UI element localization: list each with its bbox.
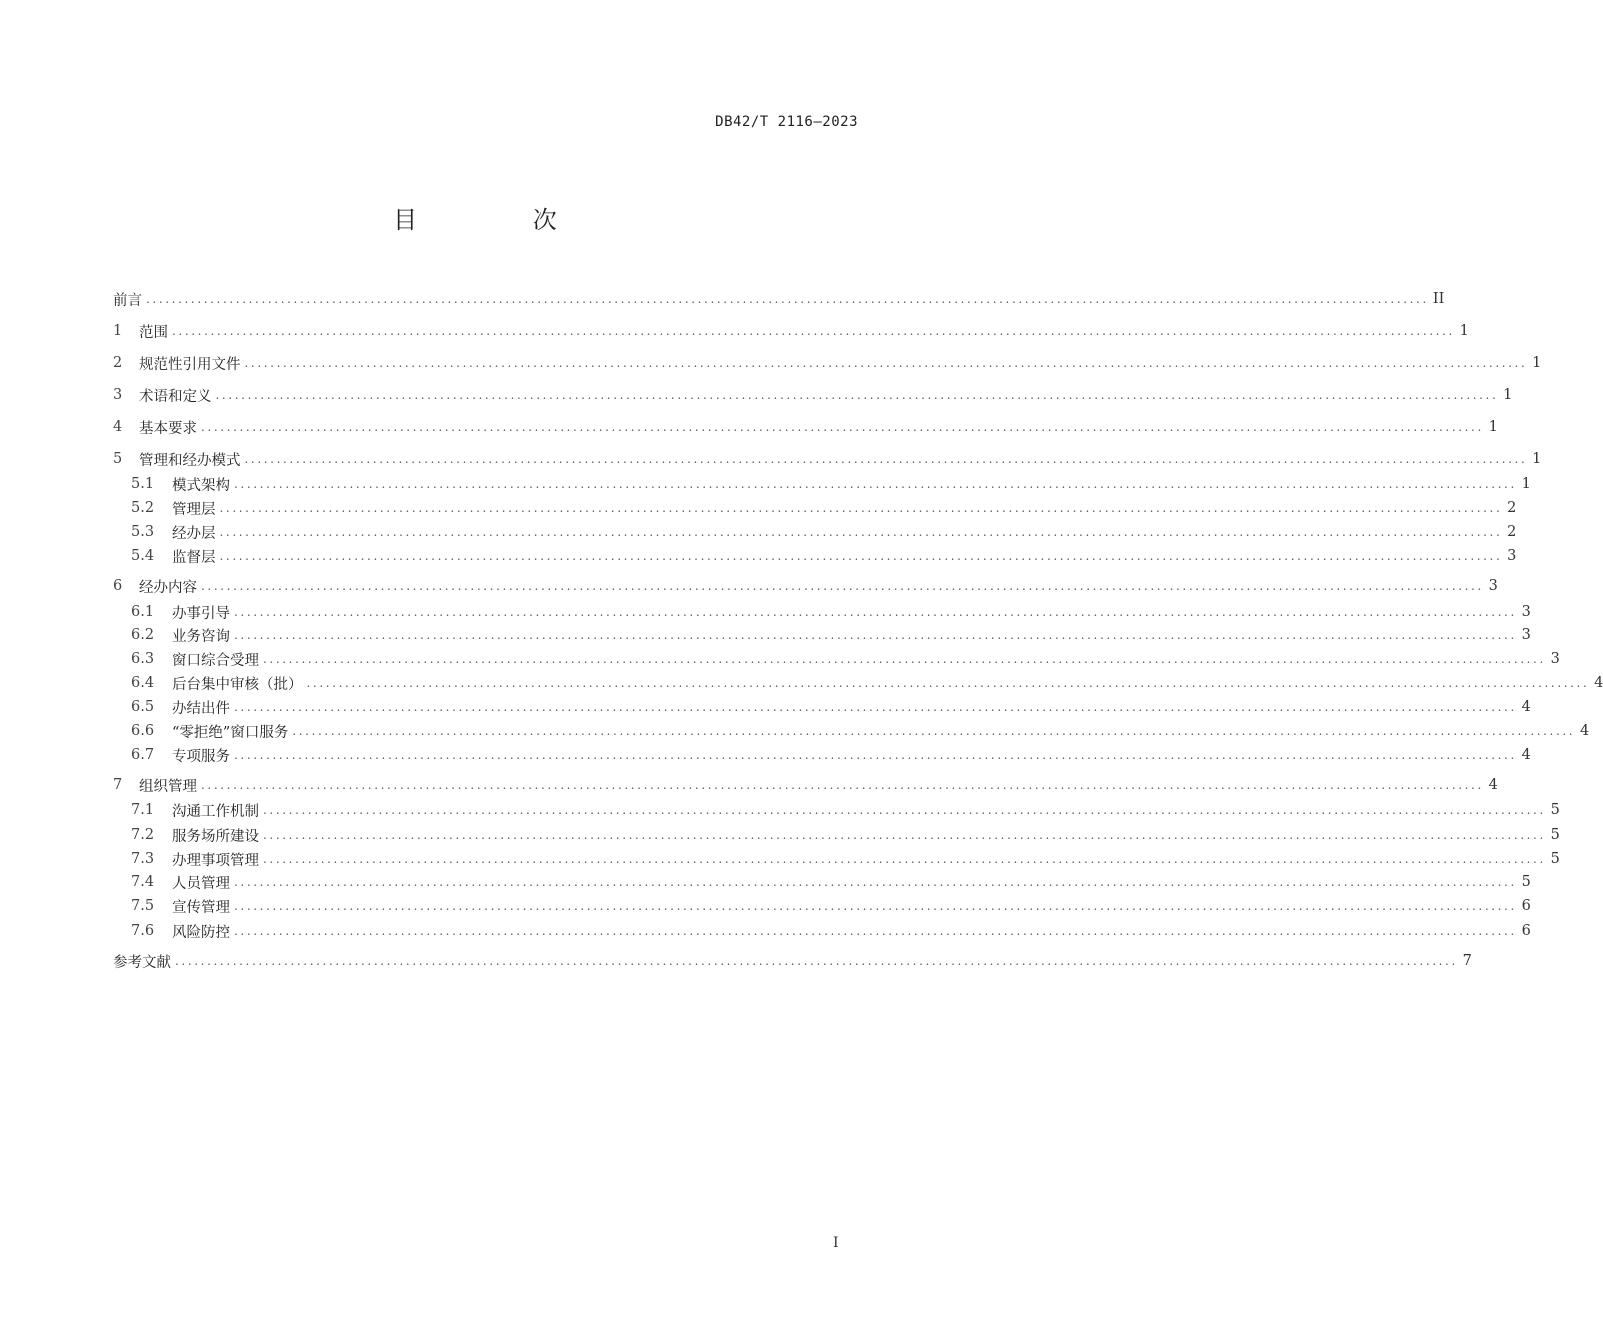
footer-page-number: I bbox=[833, 1235, 839, 1251]
toc-entry-title: 经办层 bbox=[172, 525, 216, 542]
dot-leader: ........................................................................................................................................................................................................ bbox=[263, 803, 1546, 817]
toc-entry-title: 专项服务 bbox=[172, 748, 230, 765]
dot-leader: ........................................................................................................................................................................................................ bbox=[219, 549, 1503, 563]
toc-entry[interactable] bbox=[113, 472, 1531, 496]
toc-entry-number: 5.1 bbox=[131, 476, 155, 492]
toc-entry-page: 5 bbox=[1521, 874, 1531, 890]
toc-entry[interactable] bbox=[113, 447, 1542, 471]
dot-leader: ........................................................................................................................................................................................................ bbox=[234, 875, 1517, 889]
toc-entry-page: 4 bbox=[1488, 777, 1498, 793]
toc-entry-page: 1 bbox=[1532, 355, 1542, 371]
toc-entry[interactable] bbox=[113, 383, 1513, 407]
dot-leader: ........................................................................................................................................................................................................ bbox=[263, 652, 1546, 666]
toc-entry-title: 服务场所建设 bbox=[172, 828, 259, 845]
toc-entry[interactable] bbox=[113, 870, 1531, 894]
dot-leader: ........................................................................................................................................................................................................ bbox=[234, 628, 1517, 642]
toc-entry[interactable] bbox=[113, 544, 1517, 568]
toc-entry-title: 术语和定义 bbox=[139, 388, 212, 405]
toc-entry-page: 6 bbox=[1521, 898, 1531, 914]
document-id: DB42/T 2116—2023 bbox=[715, 114, 858, 130]
toc-entry[interactable] bbox=[113, 496, 1517, 520]
dot-leader: ........................................................................................................................................................................................................ bbox=[234, 477, 1517, 491]
toc-entry-title: 办结出件 bbox=[172, 700, 230, 717]
toc-entry[interactable] bbox=[113, 894, 1531, 918]
toc-entry-page: 4 bbox=[1579, 723, 1590, 739]
toc-entry-page: 1 bbox=[1459, 323, 1469, 339]
toc-entry[interactable] bbox=[113, 623, 1531, 647]
toc-entry-number: 7.3 bbox=[131, 851, 155, 867]
toc-entry-number: 4 bbox=[113, 419, 123, 435]
dot-leader: ........................................................................................................................................................................................................ bbox=[234, 700, 1517, 714]
toc-entry[interactable] bbox=[113, 415, 1498, 439]
toc-entry[interactable] bbox=[113, 798, 1560, 822]
toc-entry[interactable] bbox=[113, 743, 1531, 767]
toc-entry-number: 7.5 bbox=[131, 898, 155, 914]
toc-entry-number: 7 bbox=[113, 777, 123, 793]
toc-entry-title: 规范性引用文件 bbox=[139, 356, 241, 373]
toc-entry-number: 5 bbox=[113, 451, 123, 467]
dot-leader: ........................................................................................................................................................................................................ bbox=[215, 388, 1499, 402]
toc-entry-title: 监督层 bbox=[172, 549, 216, 566]
toc-entry-title: 宣传管理 bbox=[172, 899, 230, 916]
toc-entry-number: 6.3 bbox=[131, 651, 155, 667]
dot-leader: ........................................................................................................................................................................................................ bbox=[201, 778, 1484, 792]
toc-entry-number: 7.4 bbox=[131, 874, 155, 890]
dot-leader: ........................................................................................................................................................................................................ bbox=[234, 605, 1517, 619]
dot-leader: ........................................................................................................................................................................................................ bbox=[234, 748, 1517, 762]
toc-entry-number: 6.5 bbox=[131, 699, 155, 715]
toc-entry[interactable] bbox=[113, 823, 1560, 847]
dot-leader: ........................................................................................................................................................................................................ bbox=[172, 324, 1455, 338]
toc-entry-page: 4 bbox=[1521, 699, 1531, 715]
toc-entry-title: 窗口综合受理 bbox=[172, 652, 259, 669]
toc-entry-title: 组织管理 bbox=[139, 778, 197, 795]
toc-entry-title: 经办内容 bbox=[139, 579, 197, 596]
toc-entry-page: 5 bbox=[1550, 827, 1560, 843]
toc-entry-page: 7 bbox=[1462, 953, 1472, 969]
toc-entry[interactable] bbox=[113, 719, 1590, 743]
dot-leader: ........................................................................................................................................................................................................ bbox=[292, 724, 1576, 738]
toc-entry-page: 5 bbox=[1550, 802, 1560, 818]
toc-entry[interactable] bbox=[113, 287, 1445, 311]
toc-entry[interactable] bbox=[113, 949, 1472, 973]
toc-entry-title: 管理和经办模式 bbox=[139, 452, 241, 469]
toc-entry[interactable] bbox=[113, 773, 1498, 797]
toc-entry-title: 范围 bbox=[139, 324, 168, 341]
toc-entry-page: 6 bbox=[1521, 923, 1531, 939]
toc-entry[interactable] bbox=[113, 319, 1469, 343]
toc-entry-page: II bbox=[1432, 291, 1445, 307]
toc-entry-title: “零拒绝”窗口服务 bbox=[172, 724, 289, 741]
dot-leader: ........................................................................................................................................................................................................ bbox=[201, 420, 1484, 434]
toc-entry[interactable] bbox=[113, 671, 1603, 695]
toc-entry-title: 办事引导 bbox=[172, 605, 230, 622]
toc-entry[interactable] bbox=[113, 351, 1542, 375]
toc-entry[interactable] bbox=[113, 574, 1498, 598]
dot-leader: ........................................................................................................................................................................................................ bbox=[219, 501, 1503, 515]
toc-entry[interactable] bbox=[113, 919, 1531, 943]
dot-leader: ........................................................................................................................................................................................................ bbox=[146, 292, 1429, 306]
toc-entry-title: 沟通工作机制 bbox=[172, 803, 259, 820]
toc-entry-title: 后台集中审核（批） bbox=[172, 676, 303, 693]
toc-entry-number: 5.4 bbox=[131, 548, 155, 564]
toc-entry-title: 参考文献 bbox=[113, 954, 171, 971]
page-title: 目 次 bbox=[393, 206, 611, 234]
toc-entry-page: 5 bbox=[1550, 851, 1560, 867]
toc-entry-page: 2 bbox=[1507, 500, 1517, 516]
dot-leader: ........................................................................................................................................................................................................ bbox=[175, 954, 1458, 968]
toc-entry[interactable] bbox=[113, 695, 1531, 719]
toc-entry-number: 6.2 bbox=[131, 627, 155, 643]
dot-leader: ........................................................................................................................................................................................................ bbox=[306, 676, 1590, 690]
toc-entry-number: 7.2 bbox=[131, 827, 155, 843]
toc-entry-page: 3 bbox=[1521, 627, 1531, 643]
dot-leader: ........................................................................................................................................................................................................ bbox=[263, 828, 1546, 842]
toc-entry-page: 3 bbox=[1488, 578, 1498, 594]
dot-leader: ........................................................................................................................................................................................................ bbox=[219, 525, 1503, 539]
toc-entry-page: 3 bbox=[1507, 548, 1517, 564]
toc-entry-number: 6.4 bbox=[131, 675, 155, 691]
toc-entry-title: 业务咨询 bbox=[172, 628, 230, 645]
toc-entry-title: 前言 bbox=[113, 292, 142, 309]
toc-entry[interactable] bbox=[113, 600, 1531, 624]
toc-entry-title: 模式架构 bbox=[172, 477, 230, 494]
toc-entry-number: 6.7 bbox=[131, 747, 155, 763]
toc-entry[interactable] bbox=[113, 847, 1560, 871]
toc-entry-number: 6.6 bbox=[131, 723, 155, 739]
toc-entry-page: 3 bbox=[1550, 651, 1560, 667]
toc-entry-number: 6 bbox=[113, 578, 123, 594]
toc-entry-page: 4 bbox=[1521, 747, 1531, 763]
toc-entry-number: 7.1 bbox=[131, 802, 155, 818]
toc-entry-number: 1 bbox=[113, 323, 123, 339]
toc-entry-title: 风险防控 bbox=[172, 924, 230, 941]
toc-entry-number: 2 bbox=[113, 355, 123, 371]
toc-entry-number: 7.6 bbox=[131, 923, 155, 939]
toc-entry-title: 办理事项管理 bbox=[172, 852, 259, 869]
dot-leader: ........................................................................................................................................................................................................ bbox=[234, 924, 1517, 938]
toc-entry-page: 1 bbox=[1532, 451, 1542, 467]
toc-entry-number: 5.3 bbox=[131, 524, 155, 540]
toc-entry-page: 4 bbox=[1594, 675, 1603, 691]
toc-entry-number: 6.1 bbox=[131, 604, 155, 620]
toc-entry-title: 管理层 bbox=[172, 501, 216, 518]
toc-entry-title: 基本要求 bbox=[139, 420, 197, 437]
toc-entry-number: 3 bbox=[113, 387, 123, 403]
toc-entry-page: 2 bbox=[1507, 524, 1517, 540]
dot-leader: ........................................................................................................................................................................................................ bbox=[244, 356, 1528, 370]
dot-leader: ........................................................................................................................................................................................................ bbox=[234, 899, 1517, 913]
toc-entry-page: 1 bbox=[1488, 419, 1498, 435]
toc-entry-page: 3 bbox=[1521, 604, 1531, 620]
toc-entry[interactable] bbox=[113, 520, 1517, 544]
dot-leader: ........................................................................................................................................................................................................ bbox=[244, 452, 1528, 466]
dot-leader: ........................................................................................................................................................................................................ bbox=[263, 852, 1546, 866]
toc-entry-page: 1 bbox=[1521, 476, 1531, 492]
toc-entry[interactable] bbox=[113, 647, 1560, 671]
toc-entry-page: 1 bbox=[1503, 387, 1513, 403]
toc-entry-number: 5.2 bbox=[131, 500, 155, 516]
toc-entry-title: 人员管理 bbox=[172, 875, 230, 892]
dot-leader: ........................................................................................................................................................................................................ bbox=[201, 579, 1484, 593]
